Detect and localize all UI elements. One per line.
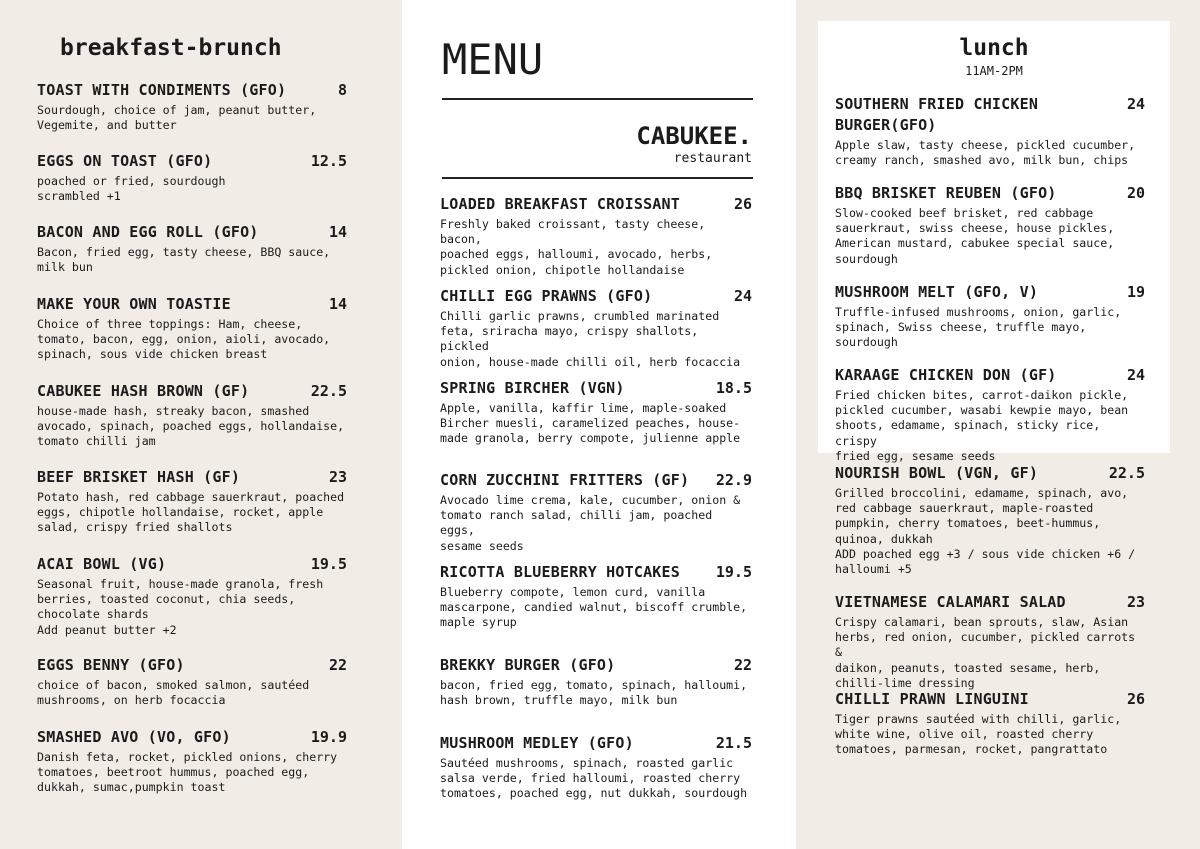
item-name: CORN ZUCCHINI FRITTERS (GF) [440,471,690,489]
lunch-title: lunch [959,35,1029,61]
item-price: 18.5 [715,379,752,397]
menu-item [440,733,752,802]
item-name: SMASHED AVO (VO, GFO) [37,728,231,746]
item-description: choice of bacon, smoked salmon, sautéed mushrooms, on herb focaccia [37,678,310,708]
lunch-hours: 11AM-2PM [965,64,1023,78]
menu-item [835,365,1145,464]
item-name: RICOTTA BLUEBERRY HOTCAKES [440,563,680,581]
menu-item [835,689,1145,758]
item-price: 8 [337,81,347,99]
item-price: 24 [733,287,752,305]
item-price: 22.5 [310,382,347,400]
item-name: VIETNAMESE CALAMARI SALAD [835,593,1066,611]
item-price: 14 [328,223,347,241]
divider [442,177,753,179]
item-description: Chilli garlic prawns, crumbled marinated feta, sriracha mayo, crispy shallots, pickled onion, house-made chilli oil, herb focaccia [440,309,741,369]
item-description: Bacon, fried egg, tasty cheese, BBQ sauce, milk bun [37,245,331,275]
item-description: Avocado lime crema, kale, cucumber, onion & tomato ranch salad, chilli jam, poached eggs, sesame seeds [440,493,741,553]
menu-item [440,562,752,631]
item-description: Sautéed mushrooms, spinach, roasted garlic salsa verde, fried halloumi, roasted cherry tomatoes, poached egg, nut dukkah, sourdough [440,756,748,801]
item-description: Choice of three toppings: Ham, cheese, tomato, bacon, egg, onion, aioli, avocado, spinach, sous vide chicken breast [37,317,331,362]
item-name: MUSHROOM MEDLEY (GFO) [440,734,634,752]
item-description: Fried chicken bites, carrot-daikon pickle, pickled cucumber, wasabi kewpie mayo, bean shoots, edamame, spinach, sticky rice, crispy fried egg, sesame seeds [835,388,1129,463]
menu-title: MENU [442,35,544,84]
menu-item [37,80,347,133]
item-description: poached or fried, sourdough scrambled +1 [37,174,226,204]
item-price: 21.5 [715,734,752,752]
item-name: BEEF BRISKET HASH (GF) [37,468,241,486]
restaurant-subtitle: restaurant [673,151,752,166]
item-price: 22.9 [715,471,752,489]
item-price: 20 [1126,184,1145,202]
breakfast-title: breakfast-brunch [60,35,282,61]
item-description: Sourdough, choice of jam, peanut butter, Vegemite, and butter [37,103,317,133]
item-description: Seasonal fruit, house-made granola, fresh berries, toasted coconut, chia seeds, chocolate shards Add peanut butter +2 [37,577,324,637]
item-price: 22.5 [1108,464,1145,482]
item-price: 24 [1126,366,1145,384]
item-name: BREKKY BURGER (GFO) [440,656,616,674]
restaurant-logo: CABUKEE. [636,122,752,150]
item-description: Apple, vanilla, kaffir lime, maple-soaked Bircher muesli, caramelized peaches, house- made granola, berry compote, julienne apple [440,401,741,446]
item-name: CABUKEE HASH BROWN (GF) [37,382,250,400]
menu-item [835,183,1145,267]
menu-item [37,554,347,638]
item-description: Potato hash, red cabbage sauerkraut, poached eggs, chipotle hollandaise, rocket, apple salad, crispy fried shallots [37,490,345,535]
item-price: 24 [1126,95,1145,113]
item-name: BACON AND EGG ROLL (GFO) [37,223,259,241]
menu-item [440,286,752,370]
item-price: 23 [328,468,347,486]
item-price: 12.5 [310,152,347,170]
item-name: EGGS BENNY (GFO) [37,656,185,674]
item-description: Blueberry compote, lemon curd, vanilla mascarpone, candied walnut, biscoff crumble, maple syrup [440,585,748,630]
item-description: Grilled broccolini, edamame, spinach, avo, red cabbage sauerkraut, maple-roasted pumpkin, cherry tomatoes, beet-hummus, quinoa, dukkah ADD poached egg +3 / sous vide chicken +6 / halloumi +5 [835,486,1136,577]
menu-item [37,381,347,450]
menu-item [440,194,752,278]
menu-item [835,282,1145,351]
item-name: BBQ BRISKET REUBEN (GFO) [835,184,1057,202]
menu-item [440,378,752,447]
menu-item [835,94,1145,168]
item-name: SOUTHERN FRIED CHICKEN BURGER(GFO) [835,95,1039,134]
item-price: 19.5 [310,555,347,573]
item-name: MAKE YOUR OWN TOASTIE [37,295,231,313]
item-price: 19 [1126,283,1145,301]
item-price: 22 [733,656,752,674]
item-name: CHILLI EGG PRAWNS (GFO) [440,287,653,305]
item-name: ACAI BOWL (VG) [37,555,167,573]
item-description: Slow-cooked beef brisket, red cabbage sauerkraut, swiss cheese, house pickles, American mustard, cabukee special sauce, sourdough [835,206,1115,266]
menu-item [440,470,752,554]
menu-item [440,655,752,708]
item-price: 26 [1126,690,1145,708]
item-price: 19.5 [715,563,752,581]
item-description: Freshly baked croissant, tasty cheese, bacon, poached eggs, halloumi, avocado, herbs, pickled onion, chipotle hollandaise [440,217,713,277]
item-description: Tiger prawns sautéed with chilli, garlic, white wine, olive oil, roasted cherry tomatoes, parmesan, rocket, pangrattato [835,712,1122,757]
menu-item [37,151,347,204]
item-name: CHILLI PRAWN LINGUINI [835,690,1029,708]
item-price: 14 [328,295,347,313]
menu-item [835,463,1145,577]
item-price: 22 [328,656,347,674]
item-price: 26 [733,195,752,213]
menu-item [37,467,347,536]
item-description: Truffle-infused mushrooms, onion, garlic, spinach, Swiss cheese, truffle mayo, sourdough [835,305,1122,350]
item-description: Crispy calamari, bean sprouts, slaw, Asian herbs, red onion, cucumber, pickled carrots & daikon, peanuts, toasted sesame, herb, chilli-lime dressing [835,615,1136,690]
item-description: Danish feta, rocket, pickled onions, cherry tomatoes, beetroot hummus, poached egg, dukkah, sumac,pumpkin toast [37,750,338,795]
item-name: SPRING BIRCHER (VGN) [440,379,625,397]
item-name: NOURISH BOWL (VGN, GF) [835,464,1039,482]
menu-item [37,294,347,363]
item-name: KARAAGE CHICKEN DON (GF) [835,366,1057,384]
menu-item [37,222,347,275]
menu-item [37,727,347,796]
item-price: 23 [1126,593,1145,611]
item-name: MUSHROOM MELT (GFO, V) [835,283,1039,301]
item-description: house-made hash, streaky bacon, smashed avocado, spinach, poached eggs, hollandaise, tomato chilli jam [37,404,345,449]
item-name: LOADED BREAKFAST CROISSANT [440,195,680,213]
item-name: TOAST WITH CONDIMENTS (GFO) [37,81,287,99]
menu-item [835,592,1145,691]
item-name: EGGS ON TOAST (GFO) [37,152,213,170]
item-description: bacon, fried egg, tomato, spinach, halloumi, hash brown, truffle mayo, milk bun [440,678,748,708]
divider [442,98,753,100]
menu-item [37,655,347,708]
item-description: Apple slaw, tasty cheese, pickled cucumber, creamy ranch, smashed avo, milk bun, chips [835,138,1136,168]
item-price: 19.9 [310,728,347,746]
